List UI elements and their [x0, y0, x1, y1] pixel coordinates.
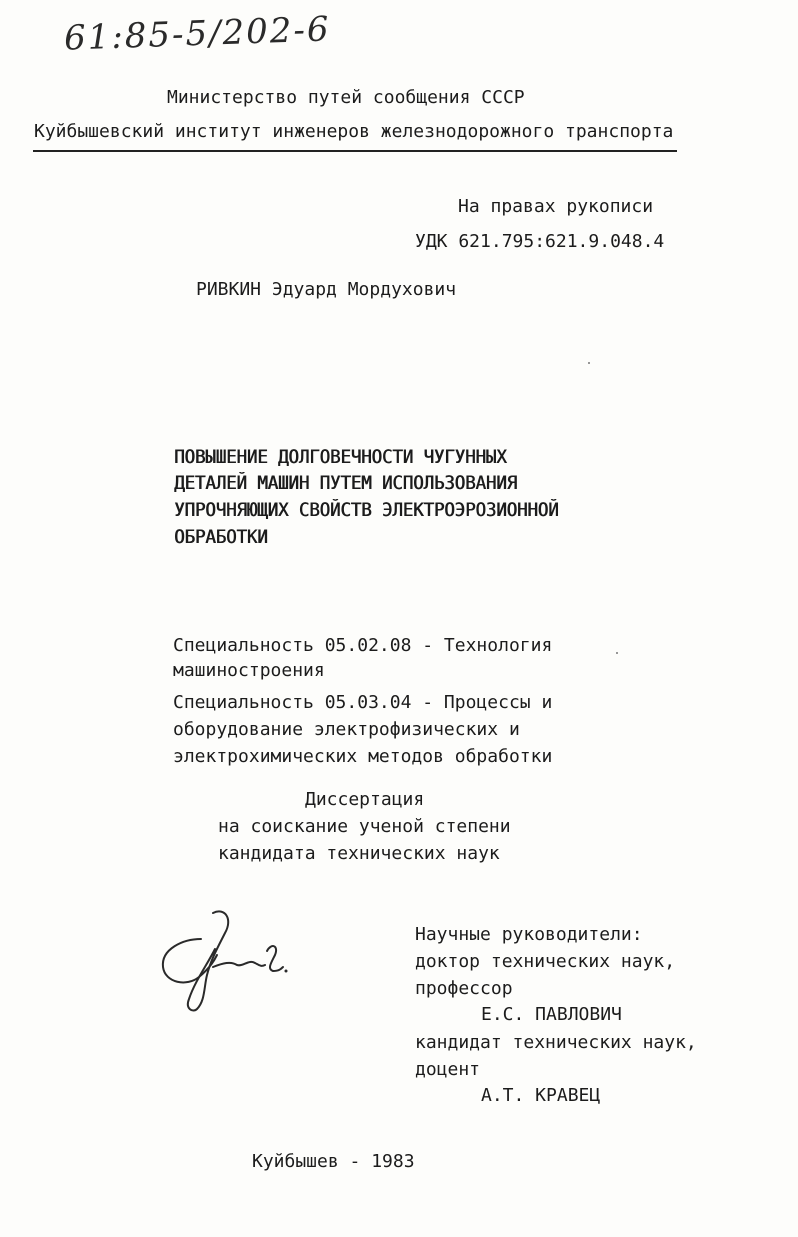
- specialty-line: электрохимических методов обработки: [173, 746, 553, 767]
- specialty-line: Специальность 05.03.04 - Процессы и: [173, 692, 553, 713]
- ministry-name: Министерство путей сообщения СССР: [167, 87, 525, 108]
- specialty-line: оборудование электрофизических и: [173, 719, 520, 740]
- title-line: УПРОЧНЯЮЩИХ СВОЙСТВ ЭЛЕКТРОЭРОЗИОННОЙ: [174, 500, 559, 521]
- author-name: РИВКИН Эдуард Мордухович: [196, 279, 457, 300]
- supervisors-heading: Научные руководители:: [415, 924, 643, 945]
- header-divider: [33, 150, 677, 152]
- supervisor-name: Е.С. ПАВЛОВИЧ: [481, 1004, 622, 1025]
- specialty-line: машиностроения: [173, 660, 325, 681]
- scan-speck: [616, 652, 618, 654]
- supervisor-line: доцент: [415, 1059, 481, 1080]
- handwritten-signature: [155, 905, 295, 1015]
- supervisor-line: кандидат технических наук,: [415, 1032, 697, 1053]
- supervisor-line: доктор технических наук,: [415, 951, 676, 972]
- scan-speck: [588, 362, 590, 364]
- supervisor-name: А.Т. КРАВЕЦ: [481, 1085, 601, 1106]
- title-line: ДЕТАЛЕЙ МАШИН ПУТЕМ ИСПОЛЬЗОВАНИЯ: [174, 473, 517, 494]
- supervisor-line: профессор: [415, 978, 513, 999]
- city-year: Куйбышев - 1983: [252, 1151, 415, 1172]
- udk-code: УДК 621.795:621.9.048.4: [415, 231, 665, 252]
- degree-line: на соискание ученой степени: [218, 816, 511, 837]
- degree-line: кандидата технических наук: [218, 843, 500, 864]
- archive-code: 61:85-5/202-6: [63, 9, 332, 59]
- degree-line: Диссертация: [305, 789, 425, 810]
- title-line: ОБРАБОТКИ: [174, 527, 268, 548]
- manuscript-note: На правах рукописи: [458, 196, 654, 217]
- institute-name: Куйбышевский институт инженеров железнодорожного транспорта: [34, 121, 674, 142]
- specialty-line: Специальность 05.02.08 - Технология: [173, 635, 553, 656]
- title-line: ПОВЫШЕНИЕ ДОЛГОВЕЧНОСТИ ЧУГУННЫХ: [174, 447, 507, 468]
